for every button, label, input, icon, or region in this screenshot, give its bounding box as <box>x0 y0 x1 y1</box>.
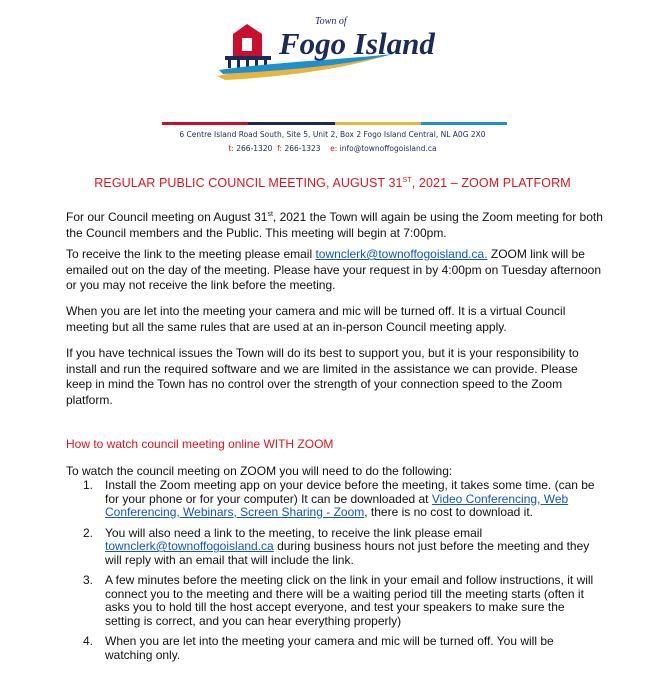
logo-main-text: Fogo Island <box>279 26 435 61</box>
paragraph-link-request <box>66 247 606 294</box>
tel-label: t: <box>228 144 234 153</box>
section-heading: How to watch council meeting online WITH ZOOM <box>66 437 334 451</box>
townclerk-email-link[interactable]: townclerk@townoffogoisland.ca. <box>315 247 488 261</box>
step-text: When you are let into the meeting your camera and mic will be turned off. You will be watching only. <box>105 634 554 662</box>
color-rule <box>162 122 507 125</box>
fax-label: f: <box>277 144 283 153</box>
step-number: 4. <box>83 634 94 648</box>
fax-number: 266-1323 <box>284 144 321 153</box>
email-label: e: <box>330 144 338 153</box>
p2-text-b: ZOOM link will be emailed out on the day of the meeting. Please have your request in by 4:00pm on Tuesday afternoon or you may not receive the link before the meeting. <box>66 247 602 292</box>
title-sup: ST <box>402 176 412 184</box>
title-main: REGULAR PUBLIC COUNCIL MEETING, AUGUST 31 <box>94 176 403 190</box>
step-number: 3. <box>83 573 94 587</box>
house-icon <box>225 24 271 68</box>
tel-number: 266-1320 <box>236 144 273 153</box>
townclerk-email-link[interactable]: townclerk@townoffogoisland.ca <box>105 539 274 553</box>
section-intro: To watch the council meeting on ZOOM you will need to do the following: <box>66 464 453 478</box>
title-rest: , 2021 – ZOOM PLATFORM <box>411 176 571 190</box>
step-text: , there is no cost to download it. <box>364 505 534 519</box>
paragraph-technical-issues: If you have technical issues the Town will do its best to support you, but it is your responsibility to install and run the required software and we are limited in the assistance we can provide. Please keep in mind the Town has no control over the strength of your connection speed to the Zoom platform. <box>66 346 579 407</box>
step-text: Install the Zoom meeting app on your device before the meeting, it takes some time. (can be for your phone or for your computer) It can be downloaded at <box>105 478 595 506</box>
paragraph-meeting-info <box>66 207 606 241</box>
p1-sup: st <box>267 211 273 218</box>
letterhead <box>0 0 665 160</box>
list-item <box>66 574 596 628</box>
zoom-download-link[interactable]: Video Conferencing, Web Conferencing, Webinars, Screen Sharing - Zoom <box>105 491 569 519</box>
p2-text-a: To receive the link to the meeting please email <box>66 247 316 261</box>
list-item <box>66 527 596 568</box>
paragraph-camera-mic: When you are let into the meeting your camera and mic will be turned off. It is a virtual Council meeting but all the same rules that are used at an in-person Council meeting apply. <box>66 304 566 334</box>
step-number: 1. <box>83 478 94 492</box>
address-line: 6 Centre Island Road South, Site 5, Unit 2, Box 2 Fogo Island Central, NL A0G 2X0 <box>179 130 486 139</box>
email-address[interactable]: info@townoffogoisland.ca <box>339 144 437 153</box>
list-item <box>66 635 596 662</box>
logo-small-text: Town of <box>315 16 347 27</box>
town-logo <box>215 14 455 82</box>
contact-line <box>0 144 665 153</box>
step-text: during business hours not just before the meeting and they will reply with an email that will include the link. <box>105 539 590 567</box>
meeting-title <box>0 176 665 190</box>
list-item <box>66 479 596 520</box>
step-number: 2. <box>83 525 94 540</box>
p1-text-b: , 2021 the Town will again be using the Zoom meeting for both the Council members and the Public. This meeting will begin at 7:00pm. <box>66 210 603 240</box>
step-text: A few minutes before the meeting click on the link in your email and follow instructions, it will connect you to the meeting and there will be a waiting period till the meeting starts (often it asks you to hold till the host accept everyone, and test your speakers to make sure the setting is correct, and you can hear everything properly) <box>105 573 594 628</box>
step-text: You will also need a link to the meeting, to receive the link please email <box>105 525 483 540</box>
steps-list <box>66 479 596 669</box>
p1-text-a: For our Council meeting on August 31 <box>66 210 268 224</box>
